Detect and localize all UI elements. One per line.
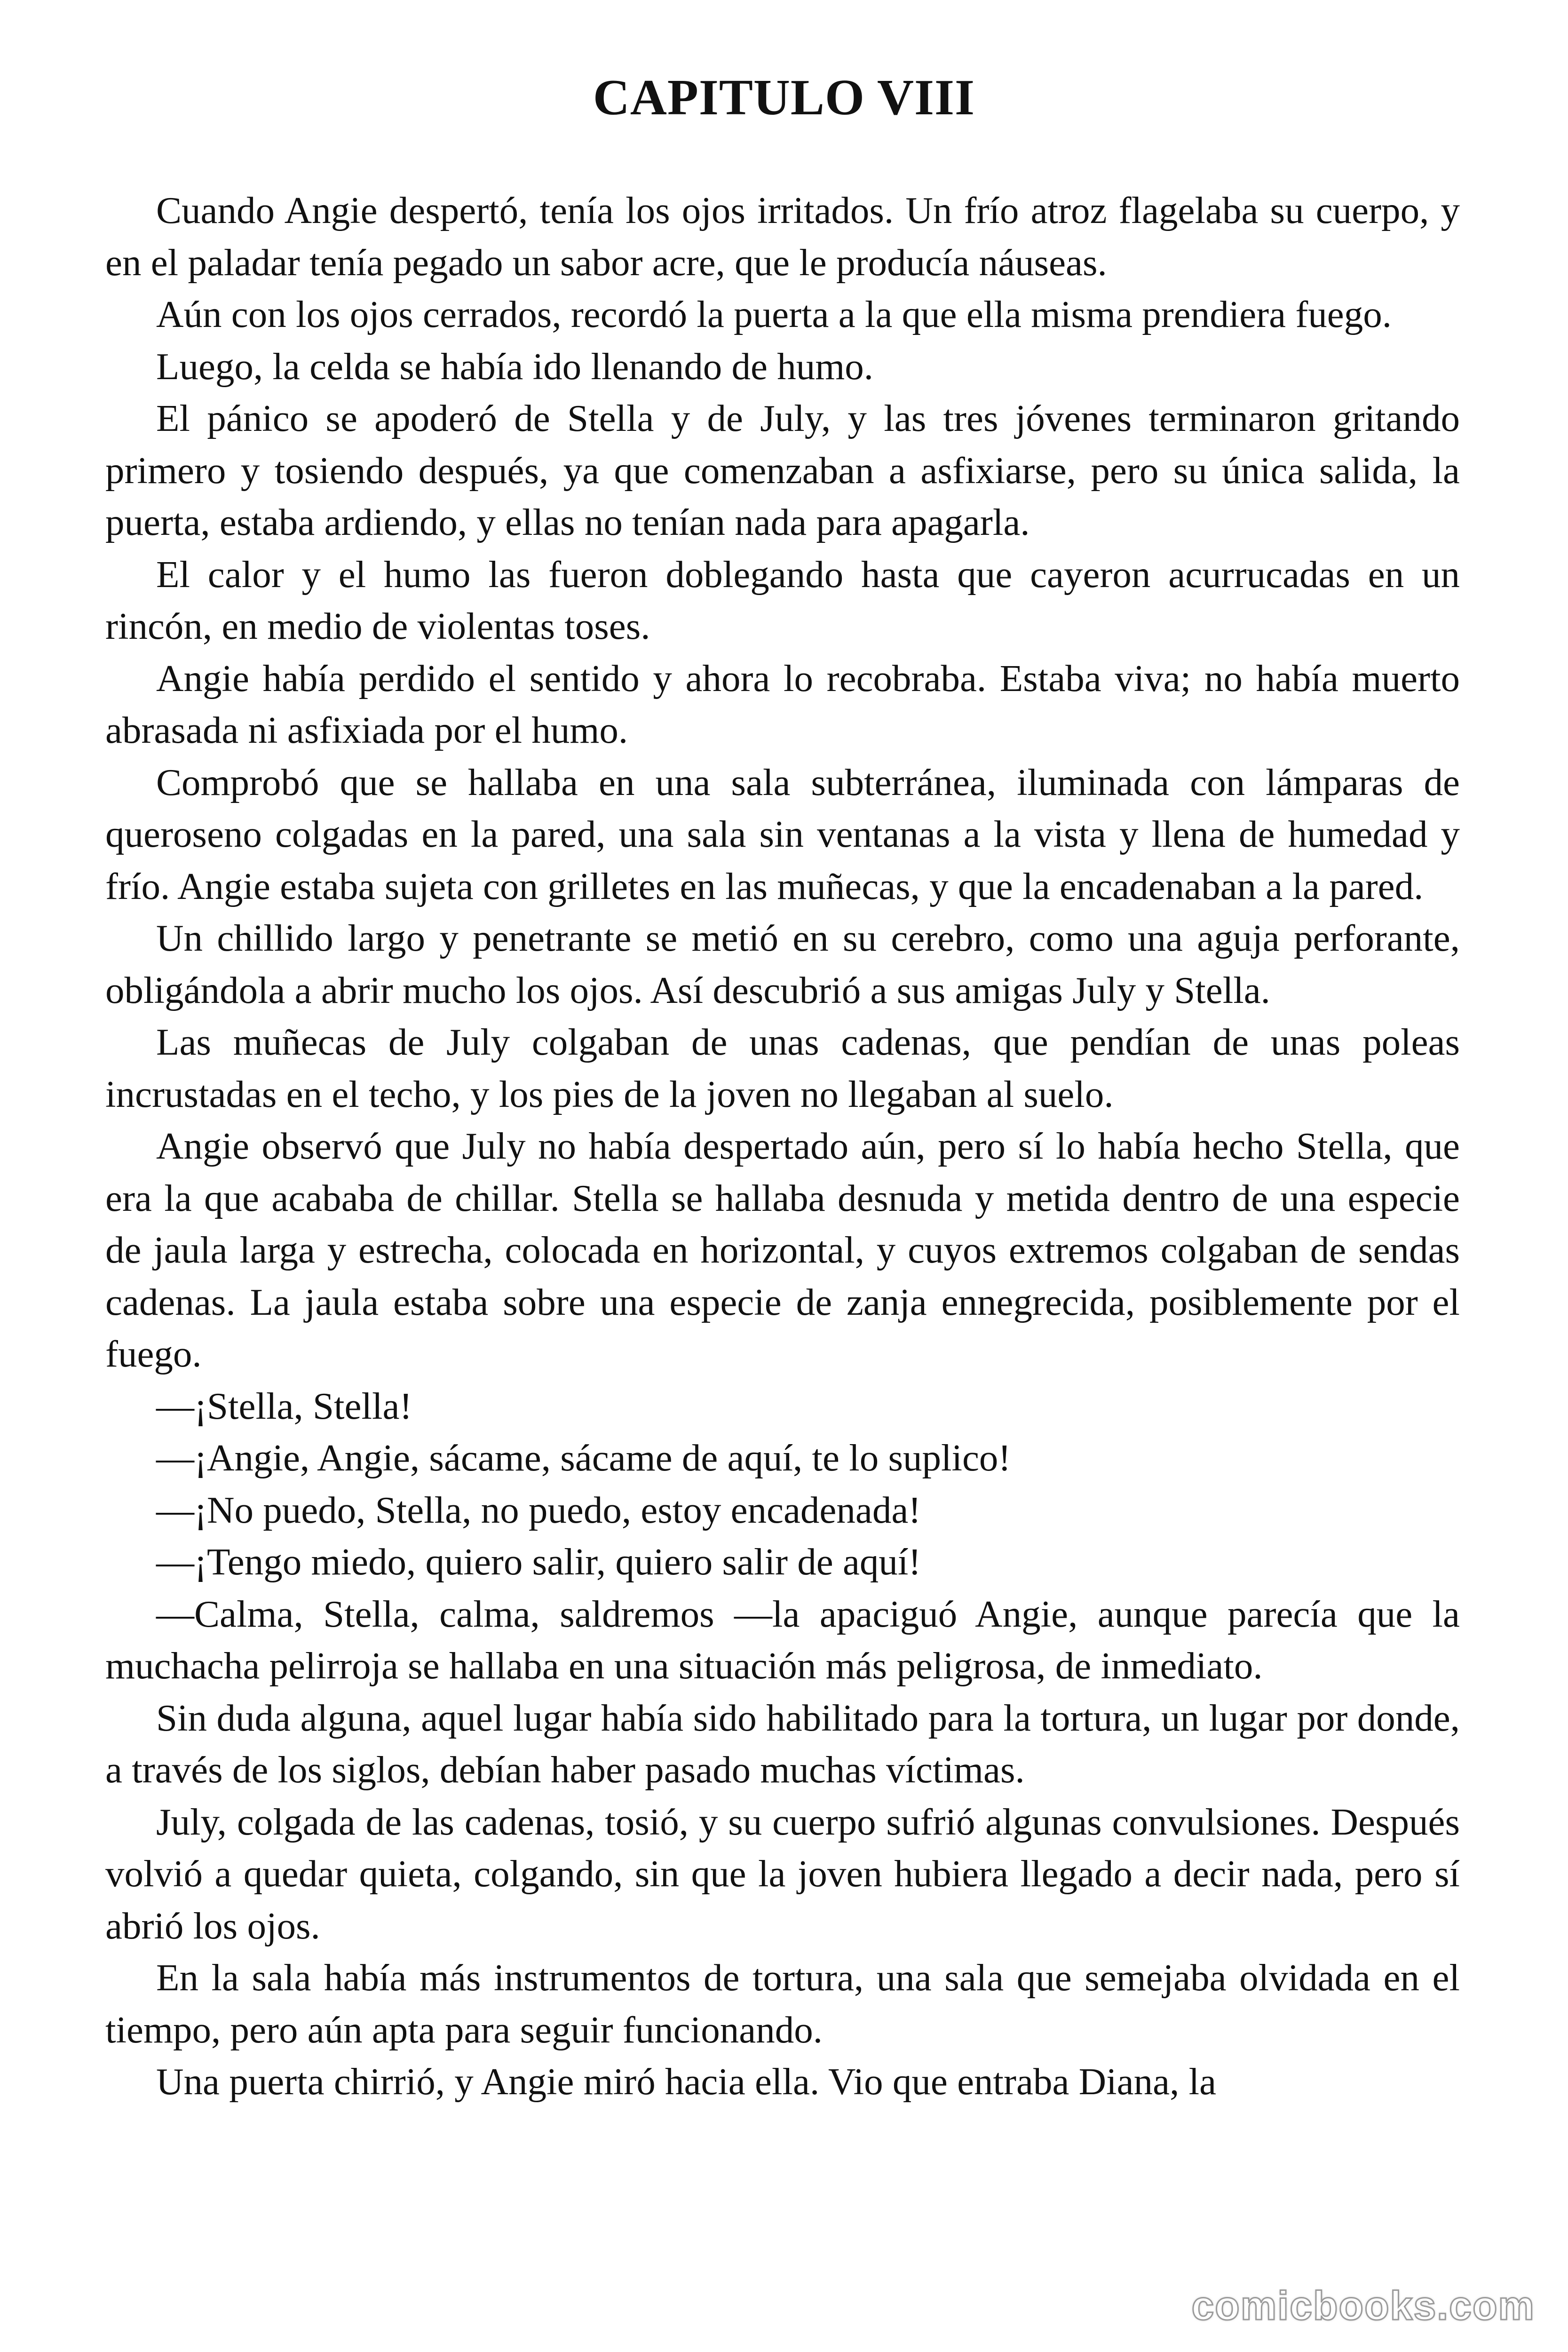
paragraph: El pánico se apoderó de Stella y de July, y las tres jóvenes terminaron gritando primero y tosiendo después, ya que comenzaban a asfixiarse, pero su única salida, la puerta, estaba ardiendo, y ellas no tenían nada para apagarla. [105, 397, 1460, 543]
dialogue-line: —¡Stella, Stella! [156, 1384, 412, 1427]
paragraph: July, colgada de las cadenas, tosió, y su cuerpo sufrió algunas convulsiones. Después volvió a quedar quieta, colgando, sin que la joven hubiera llegado a decir nada, pero sí abrió los ojos. [105, 1800, 1460, 1947]
paragraph: Sin duda alguna, aquel lugar había sido habilitado para la tortura, un lugar por donde, a través de los siglos, debían haber pasado muchas víctimas. [105, 1696, 1460, 1791]
paragraph: Aún con los ojos cerrados, recordó la puerta a la que ella misma prendiera fuego. [156, 293, 1392, 335]
chapter-body [105, 184, 1460, 2108]
paragraph: Angie observó que July no había despertado aún, pero sí lo había hecho Stella, que era la que acababa de chillar. Stella se hallaba desnuda y metida dentro de una especie de jaula larga y estrecha, colocada en horizontal, y cuyos extremos colgaban de sendas cadenas. La jaula estaba sobre una especie de zanja ennegrecida, posiblemente por el fuego. [105, 1125, 1460, 1375]
paragraph: Angie había perdido el sentido y ahora lo recobraba. Estaba viva; no había muerto abrasada ni asfixiada por el humo. [105, 657, 1460, 751]
paragraph: Comprobó que se hallaba en una sala subterránea, iluminada con lámparas de queroseno colgadas en la pared, una sala sin ventanas a la vista y llena de humedad y frío. Angie estaba sujeta con grilletes en las muñecas, y que la encadenaban a la pared. [105, 761, 1460, 907]
dialogue-line: —Calma, Stella, calma, saldremos —la apaciguó Angie, aunque parecía que la muchacha pelirroja se hallaba en una situación más peligrosa, de inmediato. [105, 1592, 1460, 1687]
dialogue-line: —¡No puedo, Stella, no puedo, estoy encadenada! [156, 1488, 921, 1531]
paragraph: Las muñecas de July colgaban de unas cadenas, que pendían de unas poleas incrustadas en el techo, y los pies de la joven no llegaban al suelo. [105, 1021, 1460, 1115]
dialogue-line: —¡Angie, Angie, sácame, sácame de aquí, te lo suplico! [156, 1437, 1011, 1479]
chapter-title: CAPITULO VIII [593, 70, 975, 126]
paragraph: En la sala había más instrumentos de tortura, una sala que semejaba olvidada en el tiempo, pero aún apta para seguir funcionando. [105, 1956, 1460, 2051]
paragraph: Luego, la celda se había ido llenando de humo. [156, 345, 873, 388]
paragraph: Una puerta chirrió, y Angie miró hacia ella. Vio que entraba Diana, la [156, 2060, 1217, 2103]
dialogue-line: —¡Tengo miedo, quiero salir, quiero salir de aquí! [156, 1541, 921, 1583]
watermark: comicbooks.com [1191, 2283, 1535, 2328]
paragraph: El calor y el humo las fueron doblegando hasta que cayeron acurrucadas en un rincón, en medio de violentas toses. [105, 553, 1460, 647]
paragraph: Cuando Angie despertó, tenía los ojos irritados. Un frío atroz flagelaba su cuerpo, y en el paladar tenía pegado un sabor acre, que le producía náuseas. [105, 189, 1460, 284]
paragraph: Un chillido largo y penetrante se metió en su cerebro, como una aguja perforante, obligándola a abrir mucho los ojos. Así descubrió a sus amigas July y Stella. [105, 917, 1460, 1011]
